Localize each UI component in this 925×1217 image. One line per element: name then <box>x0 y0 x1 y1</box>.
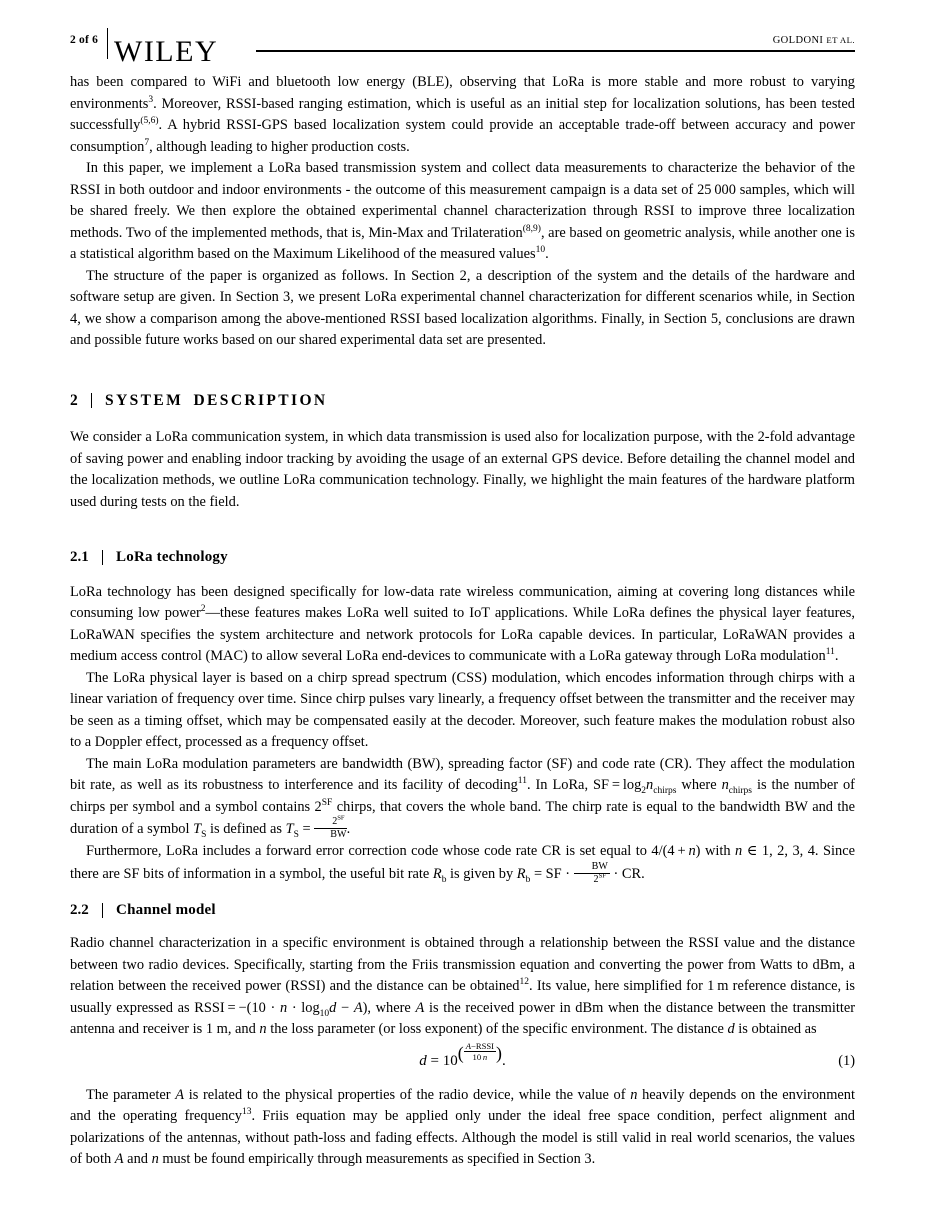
running-head <box>773 35 855 46</box>
section-separator <box>102 903 103 918</box>
section-number: 2.2 <box>70 901 89 918</box>
wiley-logo: WILEY <box>114 35 219 68</box>
paragraph-system-overview: We consider a LoRa communication system, in which data transmission is used also for localization purpose, with the 2-fold advantage of saving power and enabling indoor tracking by avoiding the usage of an external GPS device. Before detailing the channel model and the localization methods, we outline LoRa communication technology. Finally, we highlight the main features of the hardware platform used during tests on the field. <box>70 429 855 510</box>
paragraph-code-rate: Furthermore, LoRa includes a forward error correction code whose code rate CR is set equal to 4/(4 + n) with n ∈ 1, 2, 3, 4. Since there are SF bits of information in a symbol, the useful bit rate $R_b$ is given by $R_b$ = SF · $\frac{BW}{2^{SF}}$ · CR. <box>70 843 855 885</box>
section-title: Channel model <box>116 901 216 918</box>
section-number: 2 <box>70 391 78 409</box>
section-title: LoRa technology <box>116 549 228 565</box>
section-separator <box>91 393 92 408</box>
page-number: 2 of 6 <box>70 34 99 46</box>
paragraph-structure: The structure of the paper is organized as follows. In Section 2, a description of the system and the details of the hardware and software setup are given. In Section 3, we present LoRa experimental channel characterization for different scenarios while, in Section 4, we show a comparison among the above-mentioned RSSI based localization algorithms. Finally, in Section 5, conclusions are drawn and possible future works based on our shared experimental data set are presented. <box>70 267 855 348</box>
paragraph-parameter-discussion: The parameter A is related to the physical properties of the radio device, while the value of n heavily depends on the environment and the operating frequency$^{13}$. Friis equation may be applied only under the ideal free space condition, perfect alignment and polarizations of the antennas, without path-loss and fading effects. Although the model is still valid in real world scenarios, the values of both A and n must be found empirically through measurements as specified in Section 3. <box>70 1086 855 1168</box>
paragraph-lora-technology: LoRa technology has been designed specifically for low-data rate wireless communication, aiming at covering long distances while consuming low power$^2$—these features makes LoRa well suited to IoT applications. While LoRa defines the physical layer features, LoRaWAN specifies the system architecture and network protocols for LoRa capable devices. In particular, LoRaWAN provides a medium access control (MAC) to allow several LoRa end-devices to communicate with a LoRa gateway through LoRa modulation$^{11}$. <box>70 583 855 664</box>
paragraph-channel-model: Radio channel characterization in a specific environment is obtained through a relationship between the RSSI value and the distance between two radio devices. Specifically, starting from the Friis transmission equation and converting the power from Watts to dBm, a relation between the received power (RSSI) and the distance can be obtained$^{12}$. Its value, here simplified for 1 m reference distance, is usually expressed as RSSI = $-(10 \cdot n \cdot \log_{10}d - A)$, where A is the received power in dBm when the distance between the transmitter antenna and receiver is 1 m, and n the loss parameter (or loss exponent) of the specific environment. The distance d is obtained as <box>70 935 855 1038</box>
section-number: 2.1 <box>70 549 89 565</box>
section-separator <box>102 550 103 565</box>
page-header <box>70 28 855 66</box>
section-heading-2 <box>70 390 855 412</box>
article-body <box>70 72 855 1171</box>
paragraph-contributions: In this paper, we implement a LoRa based transmission system and collect data measurements to characterize the behavior of the RSSI in both outdoor and indoor environments - the outcome of this measurement campaign is a data set of 25 000 samples, which will be shared freely. We then explore the obtained experimental channel characterization through RSSI to improve three localization methods. Two of the implemented methods, that is, Min-Max and Trilateration$^{(8,9)}$, are based on geometric analysis, while another one is a statistical algorithm based on the Maximum Likelihood of the measured values$^{10}$. <box>70 160 855 262</box>
subsection-heading-2-1 <box>70 547 855 569</box>
equation-1 <box>70 1040 855 1076</box>
section-title: SYSTEM DESCRIPTION <box>105 391 328 409</box>
running-head-author: GOLDONI <box>772 35 824 46</box>
header-rule <box>256 50 855 52</box>
equation-body: d = 10( $\frac{\text{A−RSSI}}{10 n}$ ). <box>419 1040 506 1069</box>
subsection-heading-2-2 <box>70 900 855 922</box>
paragraph-physical-layer: The LoRa physical layer is based on a chirp spread spectrum (CSS) modulation, which encodes information through chirps with a linear variation of frequency over time. Since chirp pulses vary linearly, a frequency offset between the transmitter and the receiver may be seen as a timing offset, which may be compensated easily at the decoder. Moreover, such feature makes the modulation robust also to a Doppler effect, processed as a frequency offset. <box>70 669 855 750</box>
paragraph-modulation-parameters: The main LoRa modulation parameters are bandwidth (BW), spreading factor (SF) and code rate (CR). They affect the modulation bit rate, as well as its robustness to interference and its facility of decoding$^{11}$. In LoRa, SF = $\log_2n_{chirps}$ where $n_{chirps}$ is the number of chirps per symbol and a symbol contains $2^{SF}$ chirps, that covers the whole band. The chirp rate is equal to the bandwidth BW and the duration of a symbol $T_S$ is defined as $T_S$ = $\frac{2^{SF}}{BW}$ . <box>70 755 855 841</box>
running-head-etal: ET AL. <box>826 35 855 45</box>
equation-number: (1) <box>838 1052 855 1069</box>
paragraph-intro-continued: has been compared to WiFi and bluetooth low energy (BLE), observing that LoRa is more stable and more robust to varying environments$^3$. Moreover, RSSI-based ranging estimation, which is useful as an initial step for localization solutions, has been tested successfully$^{(5,6)}$. A hybrid RSSI-GPS based localization system could provide an acceptable trade-off between accuracy and power consumption$^7$, although leading to higher production costs. <box>70 74 855 155</box>
header-divider <box>107 28 108 59</box>
